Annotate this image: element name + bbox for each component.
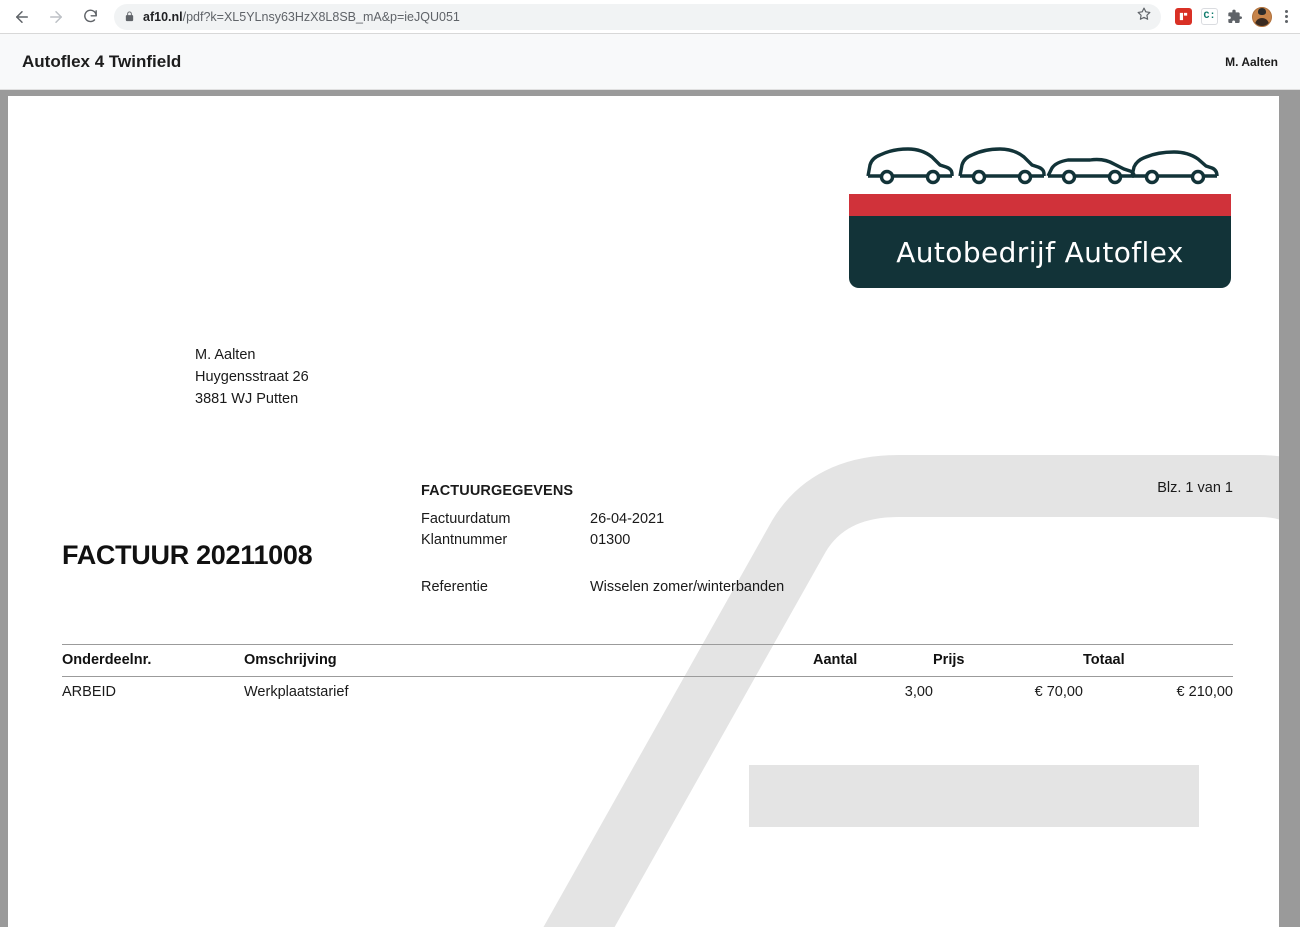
column-header-price: Prijs	[933, 645, 1083, 677]
logo-name-band	[849, 216, 1231, 288]
detail-row	[421, 511, 784, 532]
car-3-convertible	[1048, 160, 1134, 183]
url-path: /pdf?k=XL5YLnsy63HzX8L8SB_mA&p=ieJQU051	[182, 9, 460, 24]
cell-price: € 70,00	[1034, 684, 1083, 700]
cell-description: Werkplaatstarief	[244, 684, 349, 700]
car-1	[868, 149, 952, 183]
extension-icon-red[interactable]	[1175, 8, 1192, 25]
invoice-details-heading: FACTUURGEGEVENS	[421, 483, 574, 499]
pdf-viewer[interactable]	[0, 90, 1300, 927]
cell-part: ARBEID	[62, 684, 116, 700]
company-logo	[849, 136, 1231, 288]
page-indicator: Blz. 1 van 1	[1157, 480, 1233, 496]
column-header-description: Omschrijving	[244, 645, 813, 677]
invoice-document	[8, 96, 1279, 927]
url-host: af10.nl	[143, 9, 183, 24]
detail-value-klantnummer: 01300	[590, 532, 631, 548]
detail-value-factuurdatum: 26-04-2021	[590, 511, 665, 527]
table-header-row	[62, 645, 1233, 677]
kebab-menu-icon[interactable]	[1281, 10, 1292, 23]
extension-icon-teal[interactable]: C:	[1201, 8, 1218, 25]
browser-toolbar	[0, 0, 1300, 34]
address-bar[interactable]	[114, 4, 1161, 30]
detail-label-factuurdatum: Factuurdatum	[421, 511, 511, 527]
column-header-quantity: Aantal	[813, 645, 933, 677]
url-text	[143, 10, 1129, 24]
car-2	[960, 149, 1044, 183]
reload-icon[interactable]	[76, 3, 104, 31]
app-title: Autoflex 4 Twinfield	[22, 51, 182, 71]
detail-row-reference	[421, 579, 784, 600]
column-header-total: Totaal	[1083, 645, 1233, 677]
forward-arrow-icon[interactable]	[42, 3, 70, 31]
detail-spacer-row	[421, 553, 784, 579]
puzzle-piece-icon[interactable]	[1227, 9, 1243, 25]
cell-total: € 210,00	[1176, 684, 1233, 700]
address-line-2: Huygensstraat 26	[195, 369, 309, 385]
address-line-1: M. Aalten	[195, 347, 256, 363]
logo-brand-text: Autobedrijf Autoflex	[896, 235, 1184, 269]
detail-value-referentie: Wisselen zomer/winterbanden	[590, 579, 785, 595]
table-row	[62, 677, 1233, 701]
logo-red-band	[849, 194, 1231, 216]
app-header	[0, 34, 1300, 90]
extensions-area	[1171, 7, 1292, 27]
invoice-details	[421, 483, 784, 600]
column-header-part: Onderdeelnr.	[62, 645, 244, 677]
detail-row	[421, 532, 784, 553]
cell-quantity: 3,00	[904, 684, 933, 700]
detail-label-klantnummer: Klantnummer	[421, 532, 508, 548]
lock-icon	[124, 10, 135, 23]
address-line-3: 3881 WJ Putten	[195, 391, 299, 407]
invoice-details-table	[421, 511, 784, 600]
recipient-address	[195, 344, 309, 410]
profile-avatar[interactable]	[1252, 7, 1272, 27]
detail-label-referentie: Referentie	[421, 579, 488, 595]
back-arrow-icon[interactable]	[8, 3, 36, 31]
car-4	[1132, 152, 1217, 183]
line-items-table	[62, 644, 1233, 700]
invoice-title: FACTUUR 20211008	[62, 540, 313, 570]
app-user-label: M. Aalten	[1225, 54, 1278, 69]
star-icon[interactable]	[1137, 7, 1151, 26]
logo-cars-icon	[849, 136, 1231, 194]
